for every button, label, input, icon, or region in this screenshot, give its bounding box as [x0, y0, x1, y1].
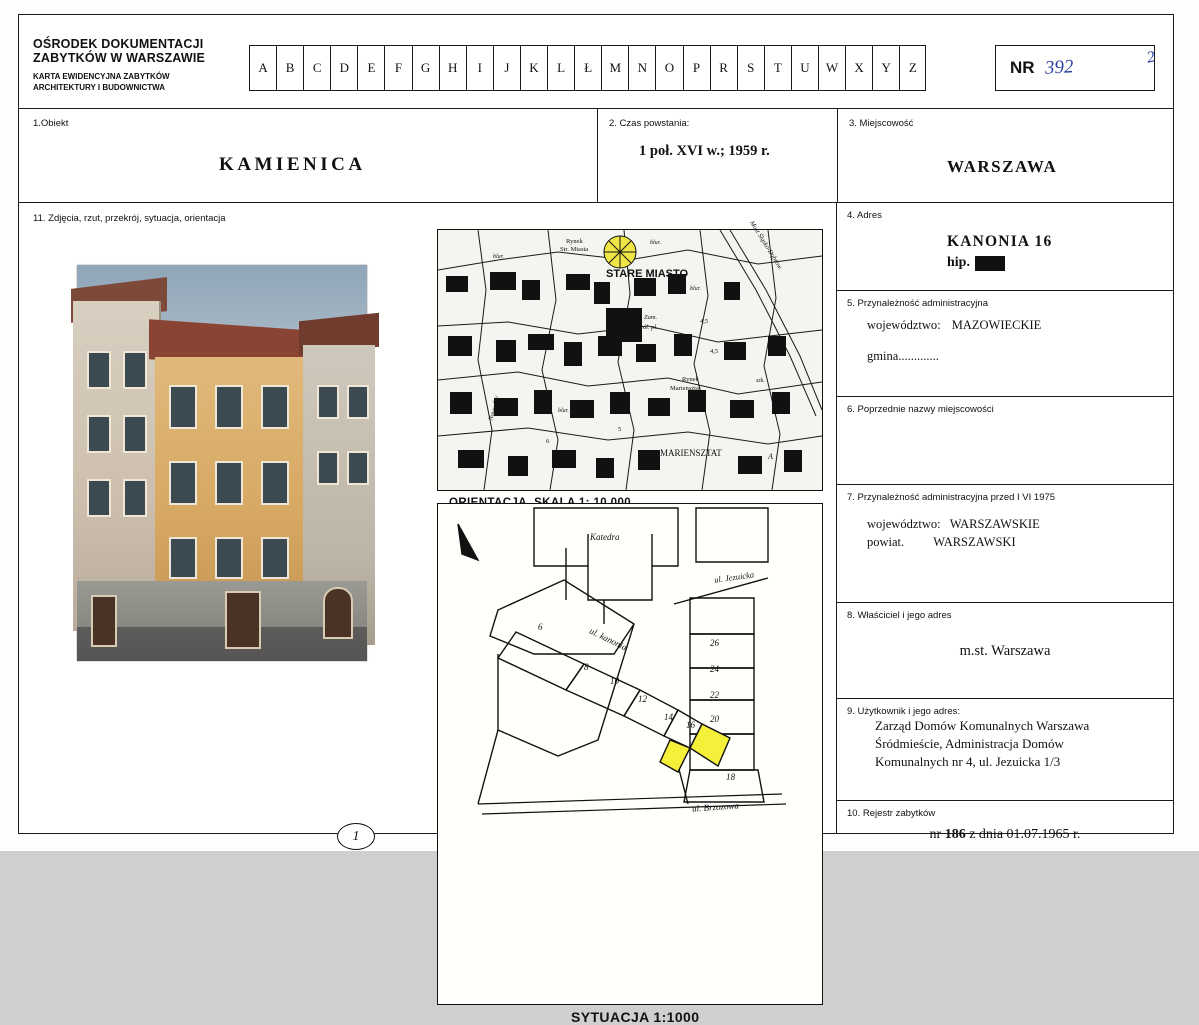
orientation-map-label: A [768, 452, 773, 461]
institution-block [33, 37, 248, 93]
field-registry [837, 801, 1173, 863]
orientation-map-label: 6 [546, 438, 550, 445]
situation-map [437, 503, 823, 1005]
alphabet-cell-g[interactable]: G [412, 45, 439, 91]
photo-window [169, 385, 197, 429]
photo-window [123, 415, 147, 453]
registry-number: 186 [944, 827, 966, 842]
registry-suffix: z dnia 01.07.1965 r. [965, 827, 1081, 842]
photo-doorway [225, 591, 261, 649]
field-user-line1: Zarząd Domów Komunalnych Warszawa [875, 718, 1090, 733]
photo-window [123, 479, 147, 517]
photo-window [215, 385, 243, 429]
alphabet-cell-e[interactable]: E [357, 45, 384, 91]
situation-map-label: 8 [584, 662, 589, 672]
registry-prefix: nr [929, 827, 945, 842]
orientation-map [437, 219, 823, 491]
record-number-value: 392 [1044, 56, 1074, 79]
field-period-value: 1 poł. XVI w.; 1959 r. [639, 143, 770, 159]
alphabet-cell-h[interactable]: H [439, 45, 466, 91]
situation-map-label: Katedra [590, 532, 620, 542]
situation-map-label: 22 [710, 690, 719, 700]
field-previous-names-label: 6. Poprzednie nazwy miejscowości [847, 404, 994, 415]
photo-window [317, 451, 339, 485]
field-address [837, 203, 1173, 291]
alphabet-cell-o[interactable]: O [655, 45, 682, 91]
situation-map-label: 6 [538, 622, 543, 632]
field-admin-current-label: 5. Przynależność administracyjna [847, 298, 988, 309]
alphabet-cell-j[interactable]: J [493, 45, 520, 91]
alphabet-cell-p[interactable]: P [683, 45, 710, 91]
orientation-map-label: MARIENSZTAT [660, 448, 722, 458]
field-user-line3: Komunalnych nr 4, ul. Jezuicka 1/3 [875, 754, 1061, 769]
photo-window [261, 461, 289, 505]
alphabet-cell-t[interactable]: T [764, 45, 791, 91]
situation-map-label: 20 [710, 714, 719, 724]
alphabet-cell-b[interactable]: B [276, 45, 303, 91]
photo-window [215, 537, 243, 579]
photo-window [347, 451, 369, 485]
alphabet-cell-n[interactable]: N [628, 45, 655, 91]
pre1975-district-value: WARSZAWSKI [933, 535, 1016, 549]
photo-window [169, 461, 197, 505]
pre1975-district-label: powiat. [867, 535, 905, 549]
alphabet-cell-k[interactable]: K [520, 45, 547, 91]
field-address-label: 4. Adres [847, 210, 882, 221]
field-admin-pre1975-label: 7. Przynależność administracyjna przed I VI 1975 [847, 492, 1056, 503]
institution-subtitle-line2: ARCHITEKTURY I BUDOWNICTWA [33, 82, 165, 92]
situation-map-label: ul. kanonia [587, 625, 629, 653]
voivodeship-value: MAZOWIECKIE [951, 318, 1042, 332]
orientation-map-label: Most Śląsko-Dąbrow. [748, 219, 784, 272]
alphabet-cell-ł[interactable]: Ł [574, 45, 601, 91]
voivodeship-label: województwo: [867, 318, 941, 332]
alphabet-cell-f[interactable]: F [384, 45, 411, 91]
card-header [19, 15, 1173, 109]
situation-map-label: 14 [664, 712, 673, 722]
field-address-hip [837, 255, 1173, 271]
field-images-block [19, 203, 837, 1025]
alphabet-cell-w[interactable]: W [818, 45, 845, 91]
field-admin-current [837, 291, 1173, 397]
right-fields-column [837, 203, 1173, 842]
orientation-map-label: 5 [618, 426, 622, 433]
situation-map-label: 18 [726, 772, 735, 782]
orientation-map-label: Str. Miasta [560, 246, 589, 253]
photo-window [261, 385, 289, 429]
field-admin-current-gmina: gmina............. [867, 349, 939, 363]
situation-map-label: 26 [710, 638, 719, 648]
field-owner-label: 8. Właściciel i jego adres [847, 610, 952, 621]
institution-subtitle-line1: KARTA EWIDENCYJNA ZABYTKÓW [33, 72, 170, 81]
photo-window [123, 351, 147, 389]
alphabet-cell-l[interactable]: L [547, 45, 574, 91]
header-fields-row [19, 109, 1173, 203]
field-registry-value [837, 827, 1173, 843]
situation-map-label: ul. Jezuicka [713, 569, 755, 585]
field-object-value: KAMIENICA [219, 154, 366, 175]
field-period [597, 109, 837, 203]
situation-map-label: 12 [638, 694, 647, 704]
orientation-map-label: blur. [498, 358, 509, 364]
photo-window [87, 479, 111, 517]
field-user [837, 699, 1173, 801]
field-admin-pre1975 [837, 485, 1173, 603]
orientation-map-label: Mariensztat [670, 385, 701, 392]
field-user-line2: Śródmieście, Administracja Domów [875, 736, 1064, 751]
photo-window [317, 385, 339, 419]
orientation-map-label: Zam. [644, 314, 658, 321]
field-user-label: 9. Użytkownik i jego adres: [847, 706, 960, 717]
orientation-map-label: Rynek [682, 376, 699, 383]
corner-handwritten-mark: 2 [1145, 48, 1157, 67]
photo-window [215, 461, 243, 505]
photo-index-badge: 1 [337, 823, 375, 850]
field-owner-value: m.st. Warszawa [959, 643, 1051, 659]
alphabet-cell-y[interactable]: Y [872, 45, 899, 91]
orientation-map-label: blur. [558, 408, 569, 414]
record-card [18, 14, 1174, 1025]
field-pre1975-voivodeship [837, 517, 1173, 532]
record-number-box [995, 45, 1155, 91]
field-images-label: 11. Zdjęcia, rzut, przekrój, sytuacja, orientacja [33, 213, 226, 224]
alphabet-cell-m[interactable]: M [601, 45, 628, 91]
field-address-hip-label: hip. [947, 255, 970, 270]
photo-doorway [91, 595, 117, 647]
situation-map-graphic [438, 504, 822, 1004]
orientation-map-label: 85,7 [768, 338, 780, 345]
institution-title-line2: ZABYTKÓW W WARSZAWIE [33, 51, 206, 65]
alphabet-cell-z[interactable]: Z [899, 45, 926, 91]
photo-window [87, 351, 111, 389]
alphabet-index-row [249, 45, 926, 91]
orientation-map-label: 4,5 [700, 318, 709, 325]
orientation-map-label: Nowy ŚW [487, 395, 502, 422]
alphabet-cell-d[interactable]: D [330, 45, 357, 91]
pre1975-voivodeship-label: województwo: [867, 517, 941, 531]
orientation-map-label: Rynek [566, 238, 583, 245]
photo-window [347, 385, 369, 419]
alphabet-cell-s[interactable]: S [737, 45, 764, 91]
field-locality-label: 3. Miejscowość [849, 118, 914, 129]
situation-map-label: 16 [686, 720, 695, 730]
pre1975-voivodeship-value: WARSZAWSKIE [949, 517, 1040, 531]
orientation-map-label: 4,5 [710, 348, 719, 355]
alphabet-cell-x[interactable]: X [845, 45, 872, 91]
field-period-label: 2. Czas powstania: [609, 118, 690, 129]
alphabet-cell-r[interactable]: R [710, 45, 737, 91]
situation-map-label: 24 [710, 664, 719, 674]
field-pre1975-district [837, 535, 1173, 550]
photo-archway [323, 587, 353, 639]
situation-map-label: ul. Brzozowa [691, 800, 740, 814]
orientation-map-label: Król. pl. [636, 324, 658, 331]
orientation-map-label: STARE MIASTO [606, 268, 689, 280]
field-object [19, 109, 597, 203]
orientation-map-label: blur. [493, 254, 504, 260]
field-address-value: KANONIA 16 [947, 233, 1053, 250]
alphabet-cell-u[interactable]: U [791, 45, 818, 91]
alphabet-cell-i[interactable]: I [466, 45, 493, 91]
field-owner [837, 603, 1173, 699]
field-registry-label: 10. Rejestr zabytków [847, 808, 936, 819]
alphabet-cell-c[interactable]: C [303, 45, 330, 91]
orientation-map-label: blur. [650, 240, 661, 246]
record-number-label: NR [1010, 58, 1035, 77]
orientation-map-label: blur. [690, 286, 701, 292]
redaction-block [975, 256, 1005, 271]
institution-title-line1: OŚRODEK DOKUMENTACJI [33, 37, 204, 51]
photo-window [261, 537, 289, 579]
field-locality [837, 109, 1173, 203]
situation-map-caption: SYTUACJA 1:1000 [571, 1009, 700, 1025]
situation-map-label: 10 [610, 676, 619, 686]
orientation-map-label: szk. [756, 378, 765, 384]
photo-window [87, 415, 111, 453]
photo-window [169, 537, 197, 579]
field-admin-current-voivodeship [837, 318, 1173, 333]
field-previous-names [837, 397, 1173, 485]
field-object-label: 1.Obiekt [33, 118, 69, 129]
field-locality-value: WARSZAWA [947, 157, 1058, 176]
building-photograph [77, 265, 367, 661]
alphabet-cell-a[interactable]: A [249, 45, 276, 91]
